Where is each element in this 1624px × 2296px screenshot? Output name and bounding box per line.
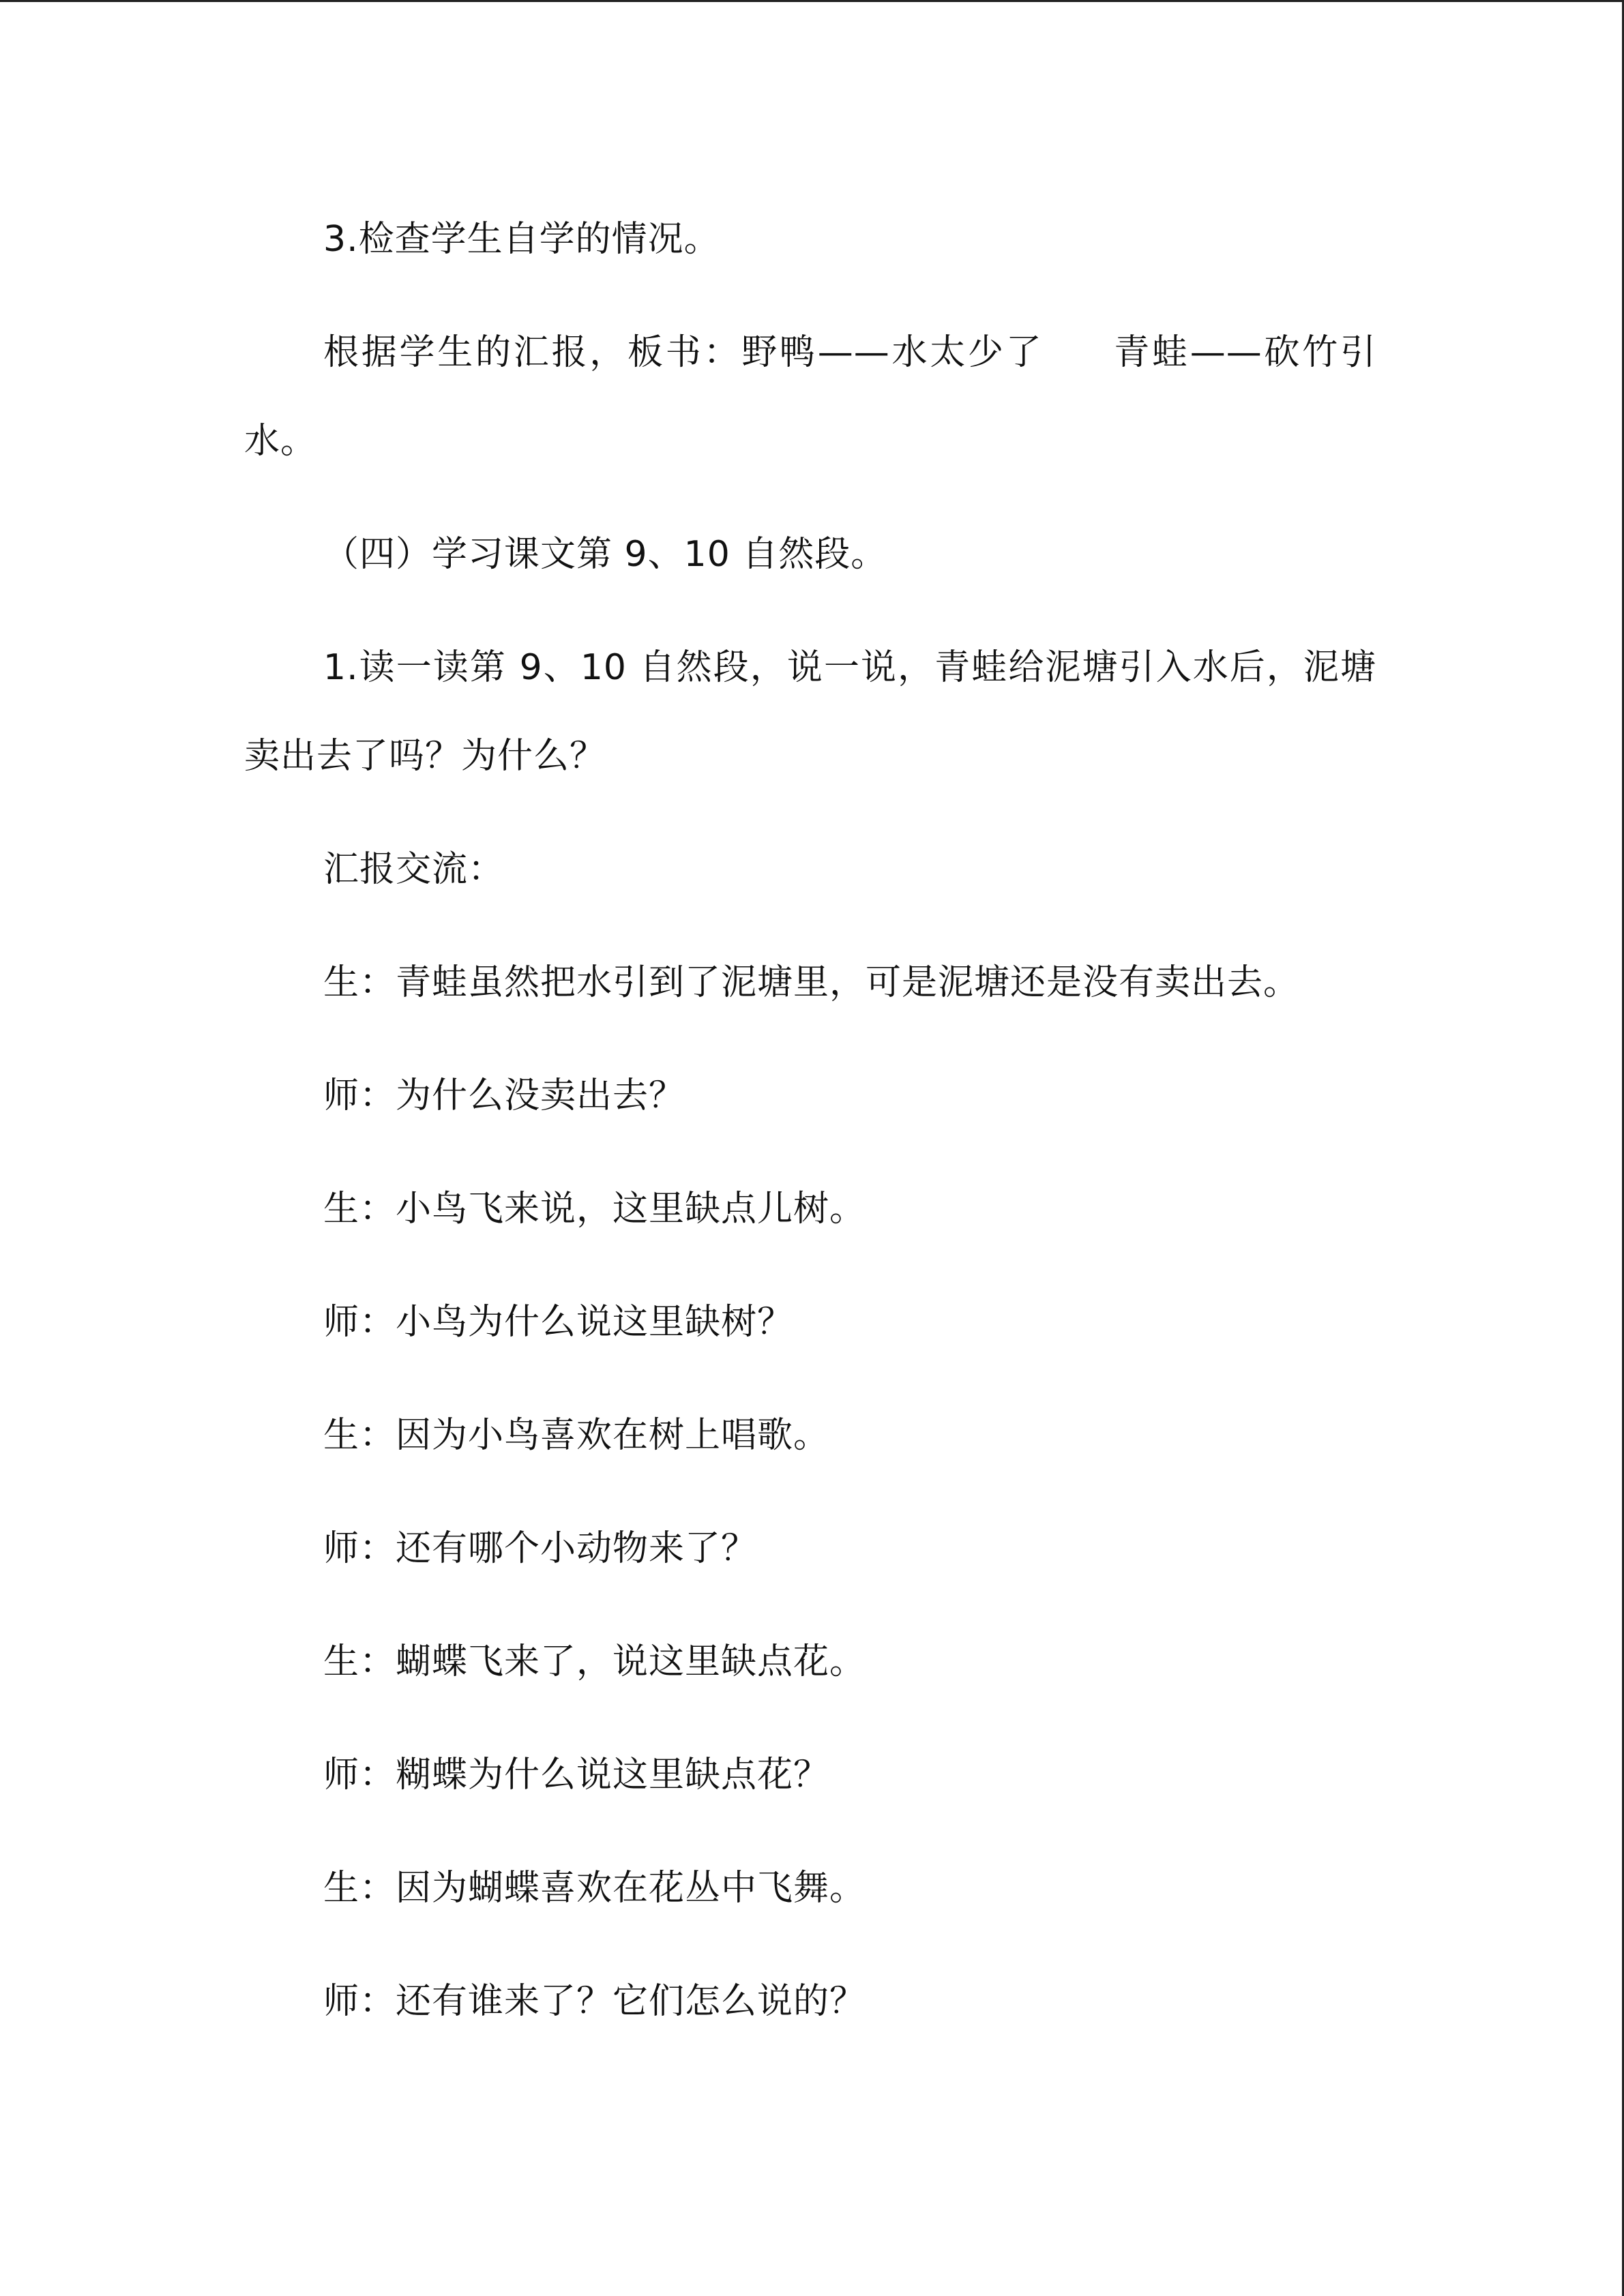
dialogue-line-teacher-1: 师：为什么没卖出去？ — [323, 1075, 685, 1116]
page-top-border — [0, 0, 1624, 2]
dialogue-line-student-1: 生：青蛙虽然把水引到了泥塘里，可是泥塘还是没有卖出去。 — [323, 962, 1300, 1003]
dialogue-line-teacher-3: 师：还有哪个小动物来了？ — [323, 1528, 758, 1569]
document-body — [244, 195, 1376, 2070]
blackboard-note-ducks: 根据学生的汇报，板书：野鸭——水太少了 — [323, 332, 1044, 373]
paragraph-blackboard-notes — [244, 308, 1376, 486]
paragraph-report-exchange: 汇报交流： — [323, 849, 505, 890]
dialogue-line-teacher-5: 师：还有谁来了？它们怎么说的？ — [323, 1981, 866, 2022]
blackboard-note-frog: 青蛙——砍竹引水。 — [244, 332, 1376, 462]
paragraph-check-self-study: 3.检查学生自学的情况。 — [323, 219, 720, 260]
dialogue-line-student-3: 生：因为小鸟喜欢在树上唱歌。 — [323, 1415, 830, 1456]
dialogue-line-student-5: 生：因为蝴蝶喜欢在花丛中飞舞。 — [323, 1868, 866, 1909]
dialogue-line-student-2: 生：小鸟飞来说，这里缺点儿树。 — [323, 1189, 866, 1229]
paragraph-section-four-heading: （四）学习课文第 9、10 自然段。 — [323, 534, 887, 575]
paragraph-reading-question: 1.读一读第 9、10 自然段，说一说，青蛙给泥塘引入水后，泥塘卖出去了吗？为什么？ — [244, 647, 1376, 777]
dialogue-line-teacher-4: 师：糊蝶为什么说这里缺点花？ — [323, 1755, 830, 1795]
dialogue-line-teacher-2: 师：小鸟为什么说这里缺树？ — [323, 1302, 794, 1343]
dialogue-line-student-4: 生：蝴蝶飞来了，说这里缺点花。 — [323, 1641, 866, 1682]
